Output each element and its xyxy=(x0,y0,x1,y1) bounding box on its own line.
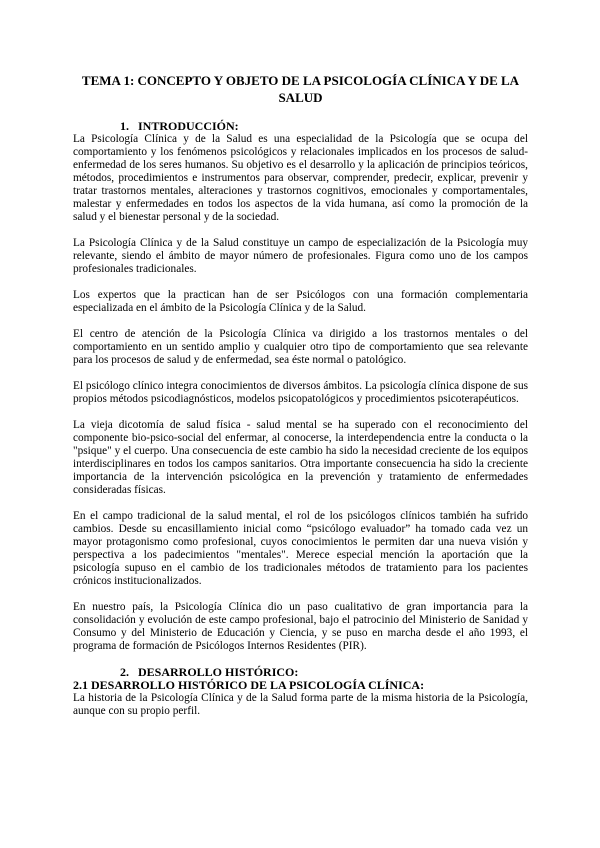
document-title: TEMA 1: CONCEPTO Y OBJETO DE LA PSICOLOGÍA CLÍNICA Y DE LA SALUD xyxy=(81,73,520,105)
subsection-heading: 2.1 DESARROLLO HISTÓRICO DE LA PSICOLOGÍA CLÍNICA: xyxy=(73,678,425,692)
section-number: 2. xyxy=(120,665,129,679)
document-page xyxy=(73,72,528,718)
paragraph: La vieja dicotomía de salud física - salud mental se ha superado con el reconocimiento del componente bio-psico-social del enfermar, al conocerse, la interdependencia entre la conducta o la "psique" y el cuerpo. Una consecuencia de este cambio ha sido la necesidad creciente de los equipos interdisciplinares en todos los campos sanitarios. Otra importante consecuencia ha sido la creciente importancia de la intervención psicológica en la prevención y tratamiento de enfermedades consideradas físicas. xyxy=(73,419,528,496)
paragraph: En el campo tradicional de la salud mental, el rol de los psicólogos clínicos también ha sufrido cambios. Desde su encasillamiento inicial como “psicólogo evaluador” ha tomado cada vez un mayor protagonismo como profesional, cuyos conocimientos le permiten dar una nueva visión y perspectiva a los padecimientos "mentales". Merece especial mención la aportación que la psicología supuso en el cambio de los tradicionales métodos de tratamiento para los pacientes crónicos institucionalizados. xyxy=(73,510,528,587)
section-heading-text: INTRODUCCIÓN: xyxy=(138,119,239,133)
section-number: 1. xyxy=(120,119,129,133)
paragraph: La Psicología Clínica y de la Salud es una especialidad de la Psicología que se ocupa del comportamiento y los fenómenos psicológicos y relacionales implicados en los procesos de salud-enfermedad de los seres humanos. Su objetivo es el desarrollo y la aplicación de principios teóricos, métodos, procedimientos e instrumentos para observar, comprender, predecir, explicar, prevenir y tratar trastornos mentales, alteraciones y trastornos cognitivos, emocionales y comportamentales, malestar y enfermedades en todos los aspectos de la vida humana, así como la promoción de la salud y el bienestar personal y de la sociedad. xyxy=(73,133,528,223)
paragraph: El psicólogo clínico integra conocimientos de diversos ámbitos. La psicología clínica dispone de sus propios métodos psicodiagnósticos, modelos psicopatológicos y procedimientos psicoterapéuticos. xyxy=(73,380,528,405)
paragraph: El centro de atención de la Psicología Clínica va dirigido a los trastornos mentales o del comportamiento en un sentido amplio y cualquier otro tipo de comportamiento que sea relevante para los procesos de salud y de enfermedad, sea éste normal o patológico. xyxy=(73,328,528,366)
section-heading-introduccion xyxy=(73,120,528,133)
section-heading-text: DESARROLLO HISTÓRICO: xyxy=(138,665,299,679)
paragraph: Los expertos que la practican han de ser Psicólogos con una formación complementaria especializada en el ámbito de la Psicología Clínica y de la Salud. xyxy=(73,289,528,314)
paragraph: En nuestro país, la Psicología Clínica dio un paso cualitativo de gran importancia para la consolidación y evolución de este campo profesional, bajo el patrocinio del Ministerio de Sanidad y Consumo y del Ministerio de Educación y Ciencia, y se puso en marcha desde el año 1993, el programa de formación de Psicólogos Internos Residentes (PIR). xyxy=(73,601,528,652)
paragraph: La historia de la Psicología Clínica y de la Salud forma parte de la misma historia de la Psicología, aunque con su propio perfil. xyxy=(73,692,528,717)
paragraph: La Psicología Clínica y de la Salud constituye un campo de especialización de la Psicología muy relevante, siendo el ámbito de mayor número de profesionales. Figura como uno de los campos profesionales tradicionales. xyxy=(73,237,528,275)
